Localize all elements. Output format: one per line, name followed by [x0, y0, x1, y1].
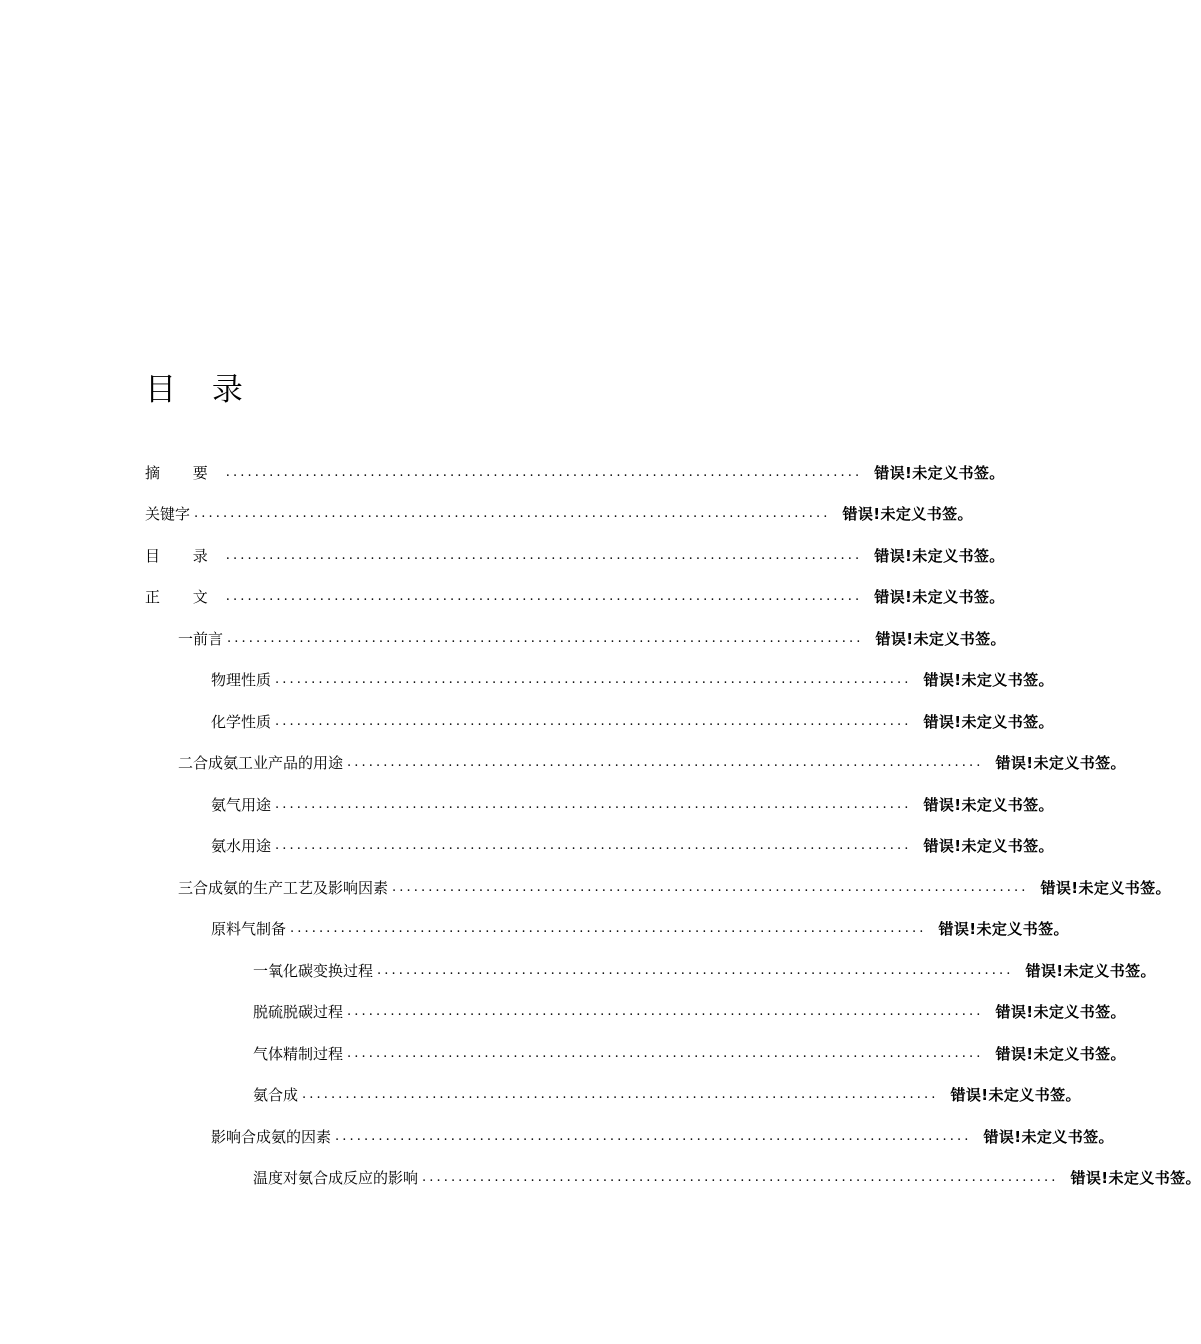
toc-entry-number: 一: [178, 629, 194, 648]
toc-entry-body[interactable]: [145, 577, 1005, 619]
toc-entry-section-2[interactable]: [145, 743, 1126, 785]
toc-leader-dots: ........................................................................................: [275, 838, 912, 854]
toc-list: [145, 452, 1201, 1199]
toc-entry-label: 化学性质: [211, 712, 272, 731]
toc-entry-label: 气体精制过程: [253, 1044, 344, 1063]
toc-entry-page-ref: 错误!未定义书签。: [874, 463, 1005, 482]
toc-leader-dots: ........................................................................................: [422, 1170, 1059, 1186]
toc-entry-physical-properties[interactable]: [145, 660, 1054, 702]
toc-entry-number: 三: [178, 878, 194, 897]
toc-entry-page-ref: 错误!未定义书签。: [875, 629, 1006, 648]
toc-leader-dots: ........................................................................................: [227, 630, 864, 646]
toc-entry-page-ref: 错误!未定义书签。: [995, 754, 1126, 773]
toc-entry-page-ref: 错误!未定义书签。: [1025, 961, 1156, 980]
toc-leader-dots: ........................................................................................: [377, 962, 1014, 978]
toc-entry-feed-gas-prep[interactable]: [145, 909, 1069, 951]
toc-entry-label: 目 录: [145, 546, 222, 565]
toc-entry-ammonia-water-uses[interactable]: [145, 826, 1054, 868]
toc-entry-chemical-properties[interactable]: [145, 701, 1054, 743]
toc-entry-label: 氨水用途: [211, 837, 272, 856]
toc-leader-dots: ........................................................................................: [225, 589, 863, 605]
toc-entry-label: 关键字: [145, 505, 191, 524]
toc-entry-label: 脱硫脱碳过程: [253, 1003, 344, 1022]
toc-entry-label: 氨合成: [253, 1086, 299, 1105]
toc-entry-co-shift[interactable]: [145, 950, 1156, 992]
toc-leader-dots: ........................................................................................: [290, 921, 927, 937]
toc-leader-dots: ........................................................................................: [275, 672, 912, 688]
toc-entry-section-3[interactable]: [145, 867, 1171, 909]
toc-entry-page-ref: 错误!未定义书签。: [842, 505, 973, 524]
toc-leader-dots: ........................................................................................: [302, 1087, 939, 1103]
toc-leader-dots: ........................................................................................: [347, 1045, 984, 1061]
toc-entry-label: 物理性质: [211, 671, 272, 690]
toc-entry-page-ref: 错误!未定义书签。: [874, 546, 1005, 565]
toc-entry-label: 氨气用途: [211, 795, 272, 814]
toc-leader-dots: ........................................................................................: [335, 1128, 972, 1144]
toc-entry-page-ref: 错误!未定义书签。: [950, 1086, 1081, 1105]
toc-leader-dots: ........................................................................................: [275, 796, 912, 812]
toc-entry-label: 正 文: [145, 588, 222, 607]
toc-entry-temperature-effect[interactable]: [145, 1158, 1201, 1200]
toc-leader-dots: ........................................................................................: [347, 755, 984, 771]
toc-entry-page-ref: 错误!未定义书签。: [923, 671, 1054, 690]
toc-entry-page-ref: 错误!未定义书签。: [923, 837, 1054, 856]
toc-entry-page-ref: 错误!未定义书签。: [874, 588, 1005, 607]
toc-leader-dots: ........................................................................................: [225, 464, 863, 480]
toc-entry-page-ref: 错误!未定义书签。: [923, 795, 1054, 814]
toc-entry-gas-refining[interactable]: [145, 1033, 1126, 1075]
toc-leader-dots: ........................................................................................: [194, 506, 831, 522]
toc-entry-label: 摘 要: [145, 463, 222, 482]
toc-leader-dots: ........................................................................................: [347, 1004, 984, 1020]
toc-entry-ammonia-gas-uses[interactable]: [145, 784, 1054, 826]
toc-entry-page-ref: 错误!未定义书签。: [923, 712, 1054, 731]
toc-leader-dots: ........................................................................................: [275, 713, 912, 729]
toc-entry-abstract[interactable]: [145, 452, 1005, 494]
toc-entry-contents[interactable]: [145, 535, 1005, 577]
toc-entry-desulfurization[interactable]: [145, 992, 1126, 1034]
toc-entry-label: 合成氨的生产工艺及影响因素: [193, 878, 389, 897]
toc-title: 目 录: [145, 372, 256, 408]
toc-entry-keywords[interactable]: [145, 494, 973, 536]
toc-entry-influencing-factors[interactable]: [145, 1116, 1114, 1158]
toc-entry-label: 影响合成氨的因素: [211, 1127, 332, 1146]
toc-entry-label: 前言: [193, 629, 224, 648]
toc-entry-label: 原料气制备: [211, 920, 287, 939]
toc-leader-dots: ........................................................................................: [392, 879, 1029, 895]
toc-entry-page-ref: 错误!未定义书签。: [938, 920, 1069, 939]
toc-entry-label: 温度对氨合成反应的影响: [253, 1169, 419, 1188]
toc-entry-page-ref: 错误!未定义书签。: [983, 1127, 1114, 1146]
toc-entry-section-1[interactable]: [145, 618, 1006, 660]
toc-entry-label: 合成氨工业产品的用途: [193, 754, 344, 773]
toc-leader-dots: ........................................................................................: [225, 547, 863, 563]
toc-entry-ammonia-synthesis[interactable]: [145, 1075, 1081, 1117]
toc-entry-label: 一氧化碳变换过程: [253, 961, 374, 980]
toc-entry-number: 二: [178, 754, 194, 773]
toc-entry-page-ref: 错误!未定义书签。: [995, 1003, 1126, 1022]
toc-entry-page-ref: 错误!未定义书签。: [1040, 878, 1171, 897]
toc-entry-page-ref: 错误!未定义书签。: [1070, 1169, 1201, 1188]
toc-entry-page-ref: 错误!未定义书签。: [995, 1044, 1126, 1063]
